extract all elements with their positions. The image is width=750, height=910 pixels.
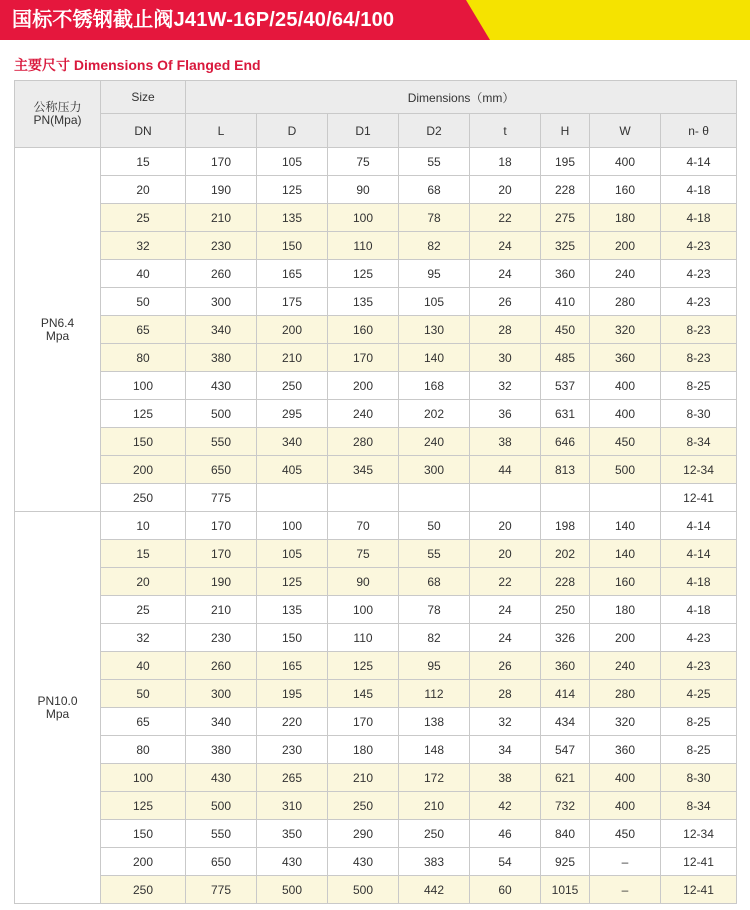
- table-cell: 110: [328, 624, 399, 652]
- table-cell: 110: [328, 232, 399, 260]
- table-row: [15, 848, 737, 876]
- table-cell: 54: [470, 848, 541, 876]
- table-cell: 25: [101, 596, 186, 624]
- table-cell: 175: [257, 288, 328, 316]
- table-cell: 4-18: [661, 568, 737, 596]
- pressure-class-cell: [15, 512, 101, 904]
- table-cell: 550: [186, 428, 257, 456]
- table-cell: 210: [186, 596, 257, 624]
- column-header: DN: [101, 114, 186, 148]
- table-cell: 200: [101, 848, 186, 876]
- table-cell: 430: [186, 764, 257, 792]
- table-row: [15, 596, 737, 624]
- table-cell: 12-41: [661, 484, 737, 512]
- table-cell: 28: [470, 316, 541, 344]
- table-cell: 410: [541, 288, 590, 316]
- table-cell: 275: [541, 204, 590, 232]
- table-cell: 360: [590, 736, 661, 764]
- table-cell: 80: [101, 736, 186, 764]
- column-header: H: [541, 114, 590, 148]
- table-cell: 250: [399, 820, 470, 848]
- table-row: [15, 680, 737, 708]
- table-cell: 150: [257, 232, 328, 260]
- table-row: [15, 512, 737, 540]
- table-cell: 500: [186, 792, 257, 820]
- table-cell: 340: [186, 316, 257, 344]
- pn-header: [15, 81, 101, 148]
- table-cell: 95: [399, 652, 470, 680]
- table-cell: 32: [470, 708, 541, 736]
- table-cell: 732: [541, 792, 590, 820]
- table-cell: 105: [257, 148, 328, 176]
- table-cell: 50: [399, 512, 470, 540]
- table-cell: 150: [101, 820, 186, 848]
- table-row: [15, 260, 737, 288]
- table-cell: 195: [541, 148, 590, 176]
- table-cell: 12-34: [661, 456, 737, 484]
- table-cell: 650: [186, 848, 257, 876]
- table-cell: 55: [399, 148, 470, 176]
- table-cell: 36: [470, 400, 541, 428]
- table-cell: 400: [590, 400, 661, 428]
- table-cell: 42: [470, 792, 541, 820]
- table-cell: 15: [101, 540, 186, 568]
- column-header: D1: [328, 114, 399, 148]
- table-row: [15, 764, 737, 792]
- table-cell: 200: [257, 316, 328, 344]
- table-cell: 4-14: [661, 148, 737, 176]
- table-cell: 202: [541, 540, 590, 568]
- table-cell: 383: [399, 848, 470, 876]
- table-cell: 60: [470, 876, 541, 904]
- table-cell: 240: [590, 652, 661, 680]
- table-cell: 400: [590, 792, 661, 820]
- page-title: 国标不锈钢截止阀J41W-16P/25/40/64/100: [12, 9, 395, 31]
- table-cell: 112: [399, 680, 470, 708]
- table-cell: 500: [328, 876, 399, 904]
- table-cell: 295: [257, 400, 328, 428]
- table-cell: 32: [470, 372, 541, 400]
- table-cell: 925: [541, 848, 590, 876]
- table-cell: 25: [101, 204, 186, 232]
- table-cell: 631: [541, 400, 590, 428]
- table-cell: 434: [541, 708, 590, 736]
- table-cell: 145: [328, 680, 399, 708]
- table-cell: 20: [470, 540, 541, 568]
- table-row: [15, 736, 737, 764]
- table-cell: 170: [186, 512, 257, 540]
- table-cell: 350: [257, 820, 328, 848]
- table-cell: 300: [399, 456, 470, 484]
- table-cell: 32: [101, 232, 186, 260]
- table-row: [15, 568, 737, 596]
- table-cell: 172: [399, 764, 470, 792]
- table-cell: 125: [257, 568, 328, 596]
- table-cell: 198: [541, 512, 590, 540]
- table-cell: 70: [328, 512, 399, 540]
- table-cell: 210: [257, 344, 328, 372]
- table-cell: 180: [590, 204, 661, 232]
- table-row: [15, 204, 737, 232]
- table-cell: 1015: [541, 876, 590, 904]
- table-cell: 160: [328, 316, 399, 344]
- table-cell: 90: [328, 176, 399, 204]
- table-cell: [328, 484, 399, 512]
- table-row: [15, 232, 737, 260]
- table-cell: 12-41: [661, 876, 737, 904]
- table-cell: 240: [328, 400, 399, 428]
- table-cell: 68: [399, 176, 470, 204]
- table-cell: 15: [101, 148, 186, 176]
- table-cell: 4-23: [661, 652, 737, 680]
- table-cell: 250: [257, 372, 328, 400]
- column-header: n- θ: [661, 114, 737, 148]
- table-cell: 4-23: [661, 624, 737, 652]
- table-cell: 50: [101, 288, 186, 316]
- table-cell: 30: [470, 344, 541, 372]
- table-cell: 4-25: [661, 680, 737, 708]
- table-cell: 135: [257, 596, 328, 624]
- table-cell: 105: [399, 288, 470, 316]
- table-cell: 360: [590, 344, 661, 372]
- table-cell: 405: [257, 456, 328, 484]
- table-cell: 200: [590, 232, 661, 260]
- title-banner: [0, 0, 750, 40]
- table-cell: 380: [186, 736, 257, 764]
- table-cell: 8-30: [661, 764, 737, 792]
- table-cell: 8-23: [661, 344, 737, 372]
- table-cell: 320: [590, 708, 661, 736]
- table-cell: 50: [101, 680, 186, 708]
- table-row: [15, 316, 737, 344]
- table-row: [15, 652, 737, 680]
- table-cell: 165: [257, 652, 328, 680]
- table-cell: 4-23: [661, 288, 737, 316]
- column-header: D2: [399, 114, 470, 148]
- section-subtitle: 主要尺寸 Dimensions Of Flanged End: [14, 57, 261, 73]
- table-cell: 380: [186, 344, 257, 372]
- table-cell: 228: [541, 568, 590, 596]
- table-cell: 340: [186, 708, 257, 736]
- table-cell: 20: [470, 512, 541, 540]
- table-cell: 160: [590, 568, 661, 596]
- table-cell: 160: [590, 176, 661, 204]
- table-cell: 200: [101, 456, 186, 484]
- table-cell: [541, 484, 590, 512]
- table-cell: 75: [328, 148, 399, 176]
- table-cell: –: [590, 876, 661, 904]
- table-cell: 8-25: [661, 736, 737, 764]
- table-cell: 230: [257, 736, 328, 764]
- table-cell: [470, 484, 541, 512]
- table-cell: 46: [470, 820, 541, 848]
- table-row: [15, 624, 737, 652]
- table-cell: 621: [541, 764, 590, 792]
- table-cell: 135: [328, 288, 399, 316]
- table-row: [15, 708, 737, 736]
- table-cell: 100: [328, 596, 399, 624]
- table-cell: 38: [470, 764, 541, 792]
- table-cell: 650: [186, 456, 257, 484]
- table-cell: 10: [101, 512, 186, 540]
- table-cell: 4-23: [661, 232, 737, 260]
- table-cell: 12-41: [661, 848, 737, 876]
- table-cell: 165: [257, 260, 328, 288]
- table-cell: 260: [186, 652, 257, 680]
- pressure-class-label: PN6.4 Mpa: [40, 315, 75, 343]
- table-cell: 290: [328, 820, 399, 848]
- table-cell: 250: [101, 876, 186, 904]
- table-cell: 442: [399, 876, 470, 904]
- table-cell: 813: [541, 456, 590, 484]
- table-cell: 140: [590, 540, 661, 568]
- table-cell: 180: [328, 736, 399, 764]
- table-cell: 200: [590, 624, 661, 652]
- table-cell: 26: [470, 652, 541, 680]
- table-cell: 20: [470, 176, 541, 204]
- table-cell: 100: [257, 512, 328, 540]
- table-cell: 125: [101, 400, 186, 428]
- table-cell: 24: [470, 260, 541, 288]
- table-cell: 4-18: [661, 204, 737, 232]
- column-header: D: [257, 114, 328, 148]
- table-row: [15, 344, 737, 372]
- table-cell: 8-23: [661, 316, 737, 344]
- table-cell: 32: [101, 624, 186, 652]
- table-row: [15, 484, 737, 512]
- table-cell: 450: [541, 316, 590, 344]
- table-cell: 210: [186, 204, 257, 232]
- table-cell: 4-18: [661, 596, 737, 624]
- table-cell: 190: [186, 176, 257, 204]
- table-cell: 170: [186, 148, 257, 176]
- table-cell: 500: [590, 456, 661, 484]
- table-cell: 125: [328, 260, 399, 288]
- header-row-2: [15, 114, 737, 148]
- table-cell: 430: [257, 848, 328, 876]
- table-cell: 100: [101, 764, 186, 792]
- table-cell: 240: [590, 260, 661, 288]
- table-cell: 260: [186, 260, 257, 288]
- table-cell: 195: [257, 680, 328, 708]
- table-row: [15, 288, 737, 316]
- table-cell: 4-18: [661, 176, 737, 204]
- table-cell: 140: [590, 512, 661, 540]
- corner-label: 公称压力 PN(Mpa): [33, 100, 82, 127]
- table-cell: 775: [186, 484, 257, 512]
- table-cell: 202: [399, 400, 470, 428]
- table-cell: 8-25: [661, 372, 737, 400]
- table-cell: 220: [257, 708, 328, 736]
- table-cell: 8-25: [661, 708, 737, 736]
- table-cell: [590, 484, 661, 512]
- table-cell: 170: [186, 540, 257, 568]
- table-row: [15, 876, 737, 904]
- table-cell: 4-14: [661, 512, 737, 540]
- table-cell: 320: [590, 316, 661, 344]
- table-cell: 8-34: [661, 428, 737, 456]
- column-header: t: [470, 114, 541, 148]
- size-header: Size: [101, 81, 186, 114]
- table-cell: 840: [541, 820, 590, 848]
- table-cell: 300: [186, 680, 257, 708]
- table-cell: 24: [470, 232, 541, 260]
- table-cell: 125: [257, 176, 328, 204]
- table-cell: 280: [328, 428, 399, 456]
- table-cell: 22: [470, 204, 541, 232]
- table-row: [15, 176, 737, 204]
- table-cell: 360: [541, 652, 590, 680]
- table-cell: 82: [399, 624, 470, 652]
- table-cell: 55: [399, 540, 470, 568]
- table-cell: 430: [328, 848, 399, 876]
- table-cell: 170: [328, 708, 399, 736]
- table-cell: 280: [590, 288, 661, 316]
- table-cell: 230: [186, 232, 257, 260]
- table-cell: 78: [399, 204, 470, 232]
- table-cell: 100: [101, 372, 186, 400]
- table-cell: [257, 484, 328, 512]
- table-cell: 24: [470, 596, 541, 624]
- table-row: [15, 400, 737, 428]
- table-cell: 20: [101, 176, 186, 204]
- header-row-1: [15, 81, 737, 114]
- table-cell: 12-34: [661, 820, 737, 848]
- dimensions-table: [14, 80, 737, 904]
- table-cell: 414: [541, 680, 590, 708]
- table-cell: 44: [470, 456, 541, 484]
- table-row: [15, 820, 737, 848]
- table-cell: 8-34: [661, 792, 737, 820]
- table-cell: 40: [101, 260, 186, 288]
- table-cell: 500: [186, 400, 257, 428]
- table-cell: 22: [470, 568, 541, 596]
- table-cell: 326: [541, 624, 590, 652]
- table-cell: 138: [399, 708, 470, 736]
- table-cell: 24: [470, 624, 541, 652]
- table-row: [15, 540, 737, 568]
- table-cell: 280: [590, 680, 661, 708]
- table-cell: 310: [257, 792, 328, 820]
- table-cell: 125: [328, 652, 399, 680]
- table-cell: 130: [399, 316, 470, 344]
- table-row: [15, 456, 737, 484]
- table-cell: 4-23: [661, 260, 737, 288]
- table-cell: 450: [590, 820, 661, 848]
- table-cell: 325: [541, 232, 590, 260]
- table-cell: 170: [328, 344, 399, 372]
- table-cell: 8-30: [661, 400, 737, 428]
- table-cell: 65: [101, 708, 186, 736]
- table-cell: 646: [541, 428, 590, 456]
- table-cell: 250: [541, 596, 590, 624]
- table-cell: 100: [328, 204, 399, 232]
- table-cell: 80: [101, 344, 186, 372]
- table-cell: 38: [470, 428, 541, 456]
- table-row: [15, 792, 737, 820]
- table-row: [15, 372, 737, 400]
- table-cell: 250: [101, 484, 186, 512]
- table-cell: 775: [186, 876, 257, 904]
- table-cell: 28: [470, 680, 541, 708]
- table-cell: 547: [541, 736, 590, 764]
- column-header: L: [186, 114, 257, 148]
- table-cell: 300: [186, 288, 257, 316]
- table-cell: 150: [101, 428, 186, 456]
- column-header: W: [590, 114, 661, 148]
- table-cell: 190: [186, 568, 257, 596]
- dimensions-header: Dimensions（mm）: [186, 81, 737, 114]
- table-cell: 210: [328, 764, 399, 792]
- table-cell: 450: [590, 428, 661, 456]
- table-row: [15, 148, 737, 176]
- table-cell: 40: [101, 652, 186, 680]
- table-cell: 360: [541, 260, 590, 288]
- table-cell: 230: [186, 624, 257, 652]
- table-cell: 250: [328, 792, 399, 820]
- table-cell: 550: [186, 820, 257, 848]
- table-cell: 240: [399, 428, 470, 456]
- table-cell: 400: [590, 372, 661, 400]
- table-cell: 500: [257, 876, 328, 904]
- table-cell: 90: [328, 568, 399, 596]
- table-cell: 105: [257, 540, 328, 568]
- table-cell: 180: [590, 596, 661, 624]
- table-cell: 65: [101, 316, 186, 344]
- table-cell: 26: [470, 288, 541, 316]
- table-cell: 537: [541, 372, 590, 400]
- table-cell: 340: [257, 428, 328, 456]
- table-cell: 228: [541, 176, 590, 204]
- table-cell: 150: [257, 624, 328, 652]
- pressure-class-label: PN10.0 Mpa: [37, 693, 78, 721]
- table-cell: 200: [328, 372, 399, 400]
- table-cell: 18: [470, 148, 541, 176]
- table-cell: 68: [399, 568, 470, 596]
- table-cell: 485: [541, 344, 590, 372]
- table-cell: 210: [399, 792, 470, 820]
- pressure-class-cell: [15, 148, 101, 512]
- table-cell: 265: [257, 764, 328, 792]
- table-cell: 148: [399, 736, 470, 764]
- table-cell: 430: [186, 372, 257, 400]
- table-cell: 78: [399, 596, 470, 624]
- table-cell: 168: [399, 372, 470, 400]
- table-cell: 82: [399, 232, 470, 260]
- table-cell: 95: [399, 260, 470, 288]
- table-cell: 20: [101, 568, 186, 596]
- table-cell: [399, 484, 470, 512]
- table-cell: 34: [470, 736, 541, 764]
- table-cell: 4-14: [661, 540, 737, 568]
- table-cell: 135: [257, 204, 328, 232]
- table-cell: 400: [590, 148, 661, 176]
- table-cell: 400: [590, 764, 661, 792]
- table-cell: 75: [328, 540, 399, 568]
- table-cell: 345: [328, 456, 399, 484]
- table-cell: –: [590, 848, 661, 876]
- table-row: [15, 428, 737, 456]
- table-cell: 140: [399, 344, 470, 372]
- table-cell: 125: [101, 792, 186, 820]
